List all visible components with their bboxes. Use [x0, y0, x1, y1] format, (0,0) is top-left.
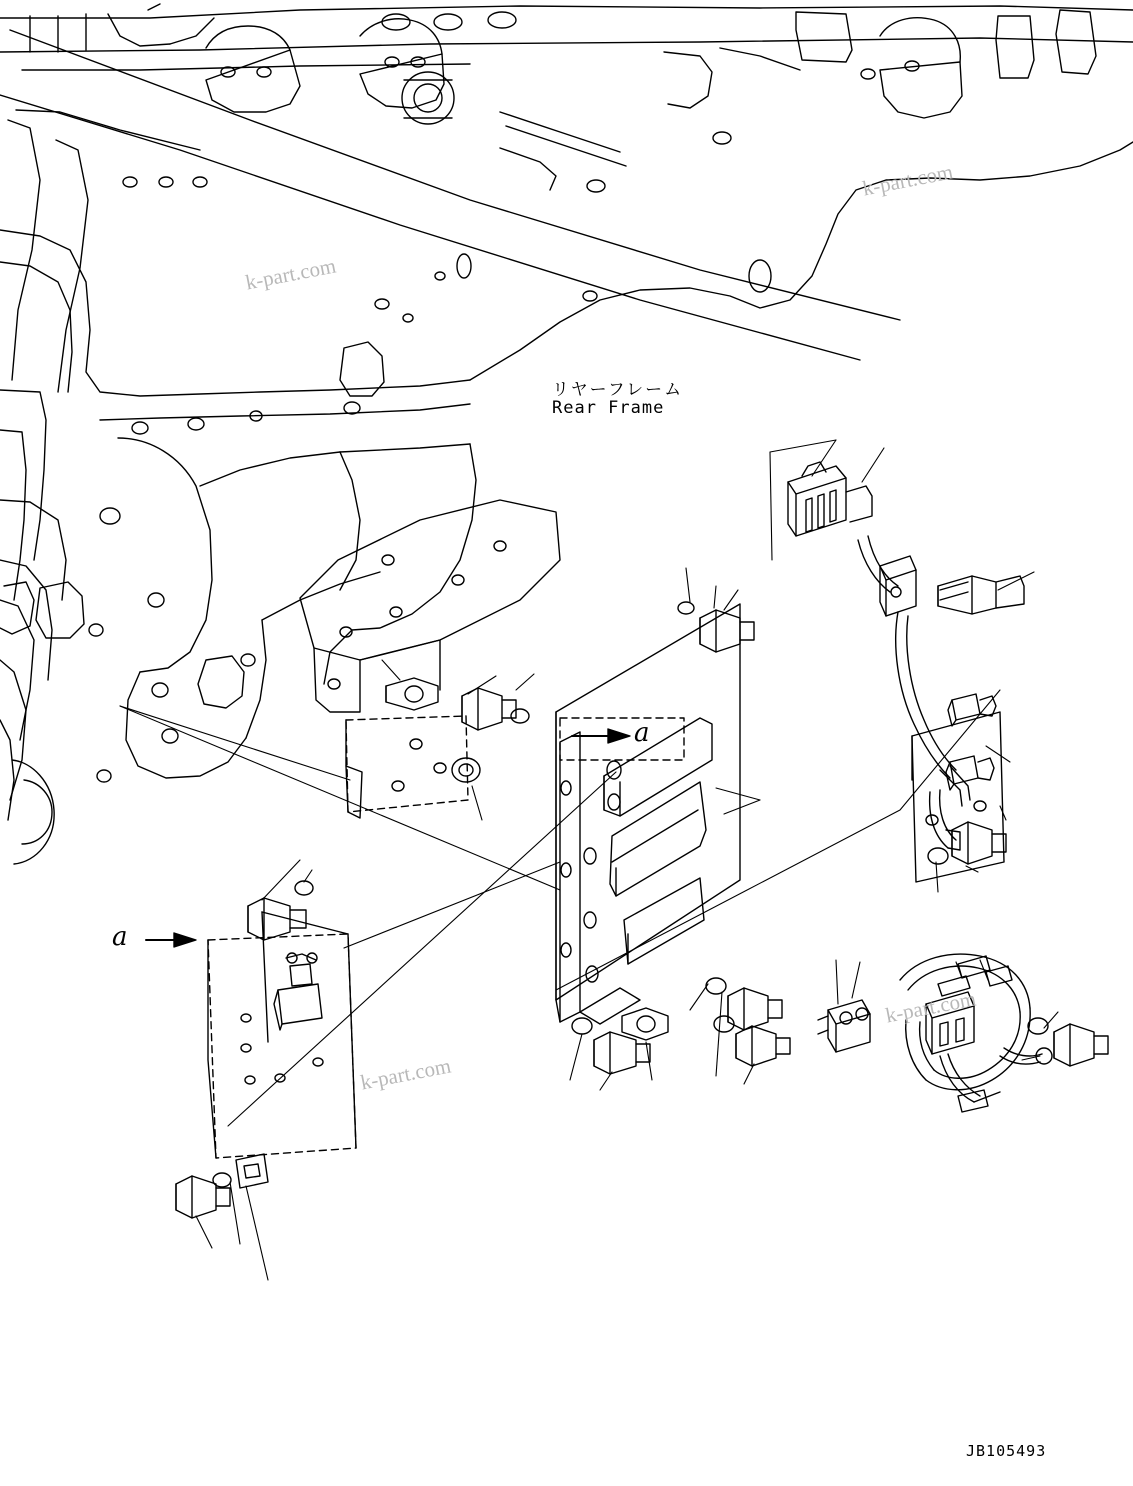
watermark: k-part.com: [860, 159, 955, 201]
watermark: k-part.com: [358, 1053, 453, 1095]
callout-arrows: [146, 729, 630, 947]
rear-frame-label-jp: リヤーフレーム: [552, 380, 684, 400]
mounting-bracket-center: [300, 500, 740, 1024]
callout-letter-a-right: a: [634, 718, 650, 748]
watermark: k-part.com: [243, 253, 338, 295]
mounting-bracket-left: [208, 912, 356, 1188]
rear-frame-label-en: Rear Frame: [552, 398, 665, 418]
wiring-harness: [818, 954, 1052, 1112]
relay-box: [788, 462, 970, 806]
drawing-number: JB105493: [966, 1442, 1047, 1460]
watermark: k-part.com: [883, 986, 978, 1028]
callout-letter-a-left: a: [112, 922, 128, 952]
